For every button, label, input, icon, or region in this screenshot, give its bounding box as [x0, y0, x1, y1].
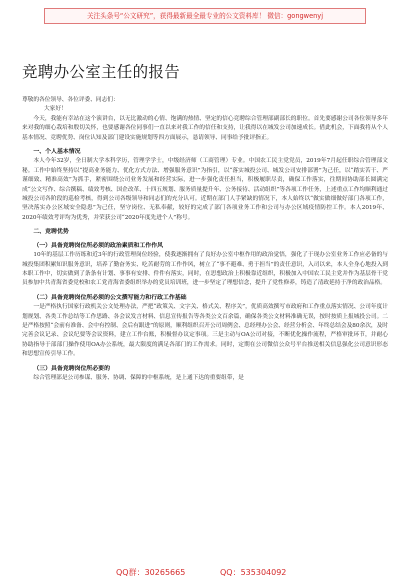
subsection-heading-2-3: （三）具备竞聘岗位所必要的 [33, 364, 110, 372]
intro-paragraph: 今天，我能有幸站在这个演讲台，以无比激动的心情、饱满的热情、坚定的信心竞聘综合管理部副部长的职位。首先要感谢公司各位领导多年来对我的细心栽培和殷切关怀，也要感谢各位同事们一直以来对我工作的信任和支持，让我得以在城发公司加速成长。借此机会，下面我将从个人基本情况、竞聘优势、岗位认知及部门建设实施规划等四方面展示，恳请领导、同事给予批评指正。 [22, 115, 388, 141]
subsection-2-2-paragraph: 一是严格执行国家行政机关公文处理办法，严把“政策关、文字关、格式关、程序关”，优质高效撰写市政府和工作重点落实情况、公司年度计划规划、各类工作总结等工作思路、各会议发言材料、信息宣传报告等各类公文百余篇，确保各类公文材料准确无误，按时按质上报城投公司。二是严格按照“会前有准备、会中有控制、会后有跟进”的原则，顺利组织召开公司周例会、总经理办公会、经营分析会、年终总结会及80余次，及时完善会议记录、会议纪要等会议资料，建立工作台账，积极督办议定事项。三是主动与OA公司对接，不断优化操作流程，严格审批环节，并耐心协助指导于部部门操作使用OA办公系统，最大限度的满足各部门的工作需求。同时，定期在公司微信公众号平台推送相关信息强化公司意识形态和思想宣传引导工作。 [22, 304, 388, 358]
section-heading-1: 一、个人基本情况 [33, 148, 81, 156]
contact-footer [0, 566, 408, 580]
subsection-2-1-paragraph: 10年的基层工作历练和近3年的行政管理岗位经验，使我逐渐拥有了良好办公室中枢作用的政治觉悟，强化了于现办公室业务工作应必备的与城投集团积累知识服务意识，培养了勤奋务实、吃苦耐劳的工作作风，树立了“事不避难、勇于担当”的责任意识，入司以来，本人全身心地投入到本职工作中，切实做到了条条有计划、事事有安排、件件有落实，同时，在思想政治上积极靠近组织，积极加入中国农工民主党并作为基层骨干党员参加中共青海省委党校和农工党青海省委组织举办的党员培训班，进一步坚定了理想信念，提升了党性修养，铸造了清政延持于净的政治品格。 [22, 252, 388, 287]
qq-group: QQ群：30265665 [116, 568, 186, 577]
subsection-heading-2-1: （一）具备竞聘岗位所必须的政治素质和工作作风 [33, 241, 163, 249]
hello-line: 大家好！ [44, 106, 67, 113]
section-heading-2: 二、竞聘优势 [33, 228, 69, 236]
document-body [22, 60, 388, 383]
subsection-2-3-paragraph: 综合管理部是公司参谋、服务、协调、保障的中枢系统，是上通下达的重要组带，是 [33, 374, 244, 381]
subsection-heading-2-2: （二）具备竞聘岗位所必须的公文撰写能力和行政工作基础 [33, 293, 187, 301]
section-1-paragraph: 本人今年32岁，全日制大学本科学历，管理学学士，中级经济师（工商管理）专业。中国农工民主党党员，2019年7月起任职综合管理部文秘。工作中始终坚持以“提高业务能力、优化方式方法、增强服务意识”为指引，以“落实城投公司、城发公司安排部署”为己任，以“踏实苦干、严谨细致、精准高效”为抓手，紧密围绕公司业务发展和经营实际，进一步强化责任担当，积极履职尽责，确保工作落实，往期间协助部长圆满完成“公文写作、综合撰稿、绩效考核、国企改革、十四五规划、服务质量提升年、公务接待、活动组织”等各项工作任务，上述重点工作均顺利通过城投公司各阶段的巡检考核，得到公司各级领导和同志们的充分认可。近期在部门人手紧缺的情况下，本人始终以“做实做细做好部门各项工作，坚决落实办公区域安全隐患”为己任，坚守岗位、无私奉献，较好的完成了部门各项业务工作和公司与办公区域疫情防控工作。本人2019年、2020年绩效考评均为优秀，并荣获公司“2020年度先进个人”称号。 [22, 158, 388, 221]
promo-banner: 关注头条号“公文研究”，获得最新最全最专业的公文资料库！ 微信：gongwenyj [44, 8, 366, 24]
document-title: 竞聘办公室主任的报告 [22, 63, 181, 81]
greeting: 尊敬的各位领导、各位评委、同志们： [22, 97, 119, 103]
qq-number: QQ：535304092 [220, 568, 287, 577]
